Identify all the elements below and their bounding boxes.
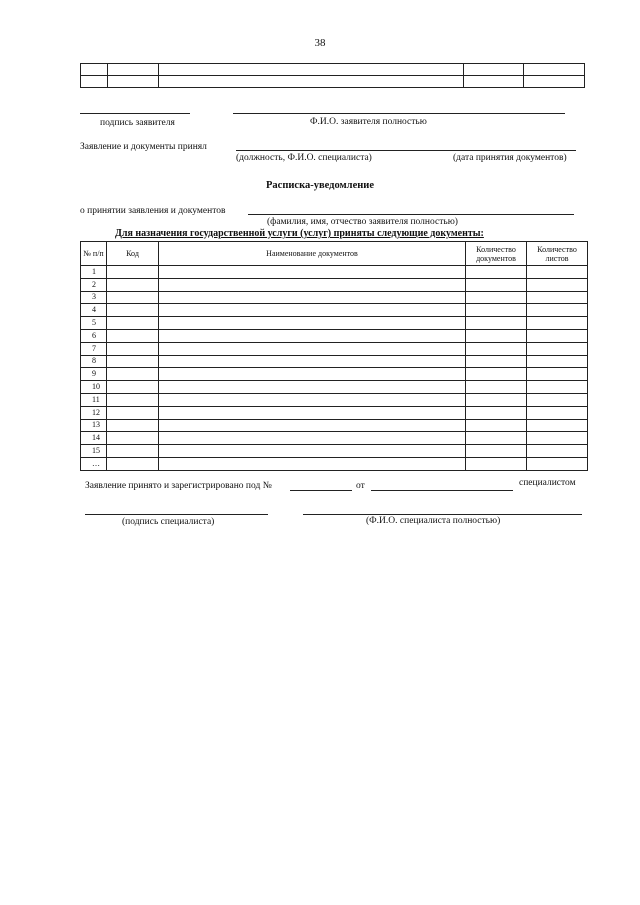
table-cell	[466, 266, 527, 279]
table-cell	[527, 406, 588, 419]
applicant-fullname-line	[233, 113, 565, 114]
table-cell	[107, 445, 159, 458]
table-cell	[159, 457, 466, 470]
row-number: 1	[81, 266, 107, 279]
row-number: 11	[81, 393, 107, 406]
table-cell	[527, 393, 588, 406]
table-cell	[466, 432, 527, 445]
acceptance-date-caption: (дата принятия документов)	[453, 153, 567, 163]
table-cell	[107, 304, 159, 317]
receipt-title: Расписка-уведомление	[266, 180, 374, 191]
row-number: 6	[81, 329, 107, 342]
table-cell	[107, 266, 159, 279]
table-cell	[107, 342, 159, 355]
table-cell	[159, 419, 466, 432]
table-cell	[466, 457, 527, 470]
table-cell	[466, 419, 527, 432]
table-cell	[107, 368, 159, 381]
table-cell	[159, 342, 466, 355]
row-number: 10	[81, 381, 107, 394]
table-cell	[466, 381, 527, 394]
col-header-sheet-count: Количество листов	[527, 242, 588, 266]
row-number: 3	[81, 291, 107, 304]
table-cell	[107, 291, 159, 304]
specialist-signature-caption: (подпись специалиста)	[122, 517, 215, 527]
table-row	[81, 368, 588, 381]
table-cell	[107, 355, 159, 368]
registration-number-line	[290, 490, 352, 491]
accepted-label: Заявление и документы принял	[80, 142, 207, 152]
col-header-name: Наименование документов	[159, 242, 466, 266]
table-row	[81, 445, 588, 458]
receipt-about-label: о принятии заявления и документов	[80, 206, 226, 216]
table-cell	[466, 304, 527, 317]
table-cell	[466, 342, 527, 355]
table-cell	[527, 368, 588, 381]
page-number: 38	[314, 37, 326, 49]
table-cell	[107, 419, 159, 432]
previous-table-fragment	[80, 63, 585, 88]
receipt-about-line	[248, 214, 574, 215]
table-cell	[107, 381, 159, 394]
row-number: 13	[81, 419, 107, 432]
row-number: 12	[81, 406, 107, 419]
row-number: 7	[81, 342, 107, 355]
table-row	[81, 406, 588, 419]
table-cell	[107, 329, 159, 342]
table-row	[81, 278, 588, 291]
table-cell	[107, 393, 159, 406]
table-row	[81, 342, 588, 355]
applicant-signature-caption: подпись заявителя	[100, 118, 175, 128]
table-cell	[107, 278, 159, 291]
documents-table	[80, 241, 588, 471]
table-cell	[159, 393, 466, 406]
specialist-fullname-line	[303, 514, 582, 515]
applicant-fullname-caption: Ф.И.О. заявителя полностью	[310, 117, 427, 127]
registration-from-label: от	[356, 481, 365, 491]
table-cell	[159, 317, 466, 330]
documents-table-header	[81, 242, 588, 266]
col-header-code: Код	[107, 242, 159, 266]
table-cell	[527, 304, 588, 317]
table-cell	[527, 266, 588, 279]
specialist-position-caption: (должность, Ф.И.О. специалиста)	[236, 153, 372, 163]
row-number: 9	[81, 368, 107, 381]
table-cell	[159, 304, 466, 317]
table-row	[81, 266, 588, 279]
table-row	[81, 329, 588, 342]
registration-specialist-label: специалистом	[519, 478, 576, 488]
table-cell	[527, 291, 588, 304]
row-number: 8	[81, 355, 107, 368]
table-row	[81, 457, 588, 470]
applicant-signature-line	[80, 113, 190, 114]
table-cell	[527, 419, 588, 432]
table-cell	[466, 317, 527, 330]
col-header-num: № п/п	[81, 242, 107, 266]
table-cell	[466, 355, 527, 368]
table-cell	[466, 393, 527, 406]
table-cell	[466, 329, 527, 342]
docs-subheading: Для назначения государственной услуги (услуг) приняты следующие документы:	[115, 228, 484, 239]
table-cell	[527, 432, 588, 445]
table-row	[81, 393, 588, 406]
table-cell	[527, 381, 588, 394]
row-number: 5	[81, 317, 107, 330]
accepted-line	[236, 150, 576, 151]
table-row	[81, 355, 588, 368]
table-cell	[107, 317, 159, 330]
table-cell	[159, 445, 466, 458]
table-cell	[527, 278, 588, 291]
table-cell	[527, 317, 588, 330]
row-number: 14	[81, 432, 107, 445]
table-cell	[107, 432, 159, 445]
table-cell	[527, 342, 588, 355]
table-row	[81, 381, 588, 394]
table-cell	[159, 381, 466, 394]
row-number: 2	[81, 278, 107, 291]
table-cell	[527, 457, 588, 470]
specialist-fullname-caption: (Ф.И.О. специалиста полностью)	[366, 516, 501, 526]
table-cell	[107, 457, 159, 470]
table-row	[81, 304, 588, 317]
table-cell	[159, 329, 466, 342]
table-cell	[466, 291, 527, 304]
table-cell	[159, 266, 466, 279]
registration-date-line	[371, 490, 513, 491]
registration-label: Заявление принято и зарегистрировано под №	[85, 481, 272, 491]
table-cell	[466, 445, 527, 458]
table-row	[81, 317, 588, 330]
table-cell	[527, 445, 588, 458]
row-number: …	[81, 457, 107, 470]
table-cell	[466, 368, 527, 381]
col-header-doc-count: Количество документов	[466, 242, 527, 266]
table-row	[81, 291, 588, 304]
table-cell	[527, 329, 588, 342]
table-cell	[159, 368, 466, 381]
table-cell	[466, 278, 527, 291]
specialist-signature-line	[85, 514, 268, 515]
table-row	[81, 419, 588, 432]
row-number: 15	[81, 445, 107, 458]
table-row	[81, 432, 588, 445]
table-cell	[159, 278, 466, 291]
table-cell	[159, 432, 466, 445]
table-cell	[159, 406, 466, 419]
table-cell	[107, 406, 159, 419]
table-cell	[159, 291, 466, 304]
table-cell	[159, 355, 466, 368]
row-number: 4	[81, 304, 107, 317]
table-cell	[466, 406, 527, 419]
table-cell	[527, 355, 588, 368]
receipt-about-caption: (фамилия, имя, отчество заявителя полностью)	[267, 217, 458, 227]
